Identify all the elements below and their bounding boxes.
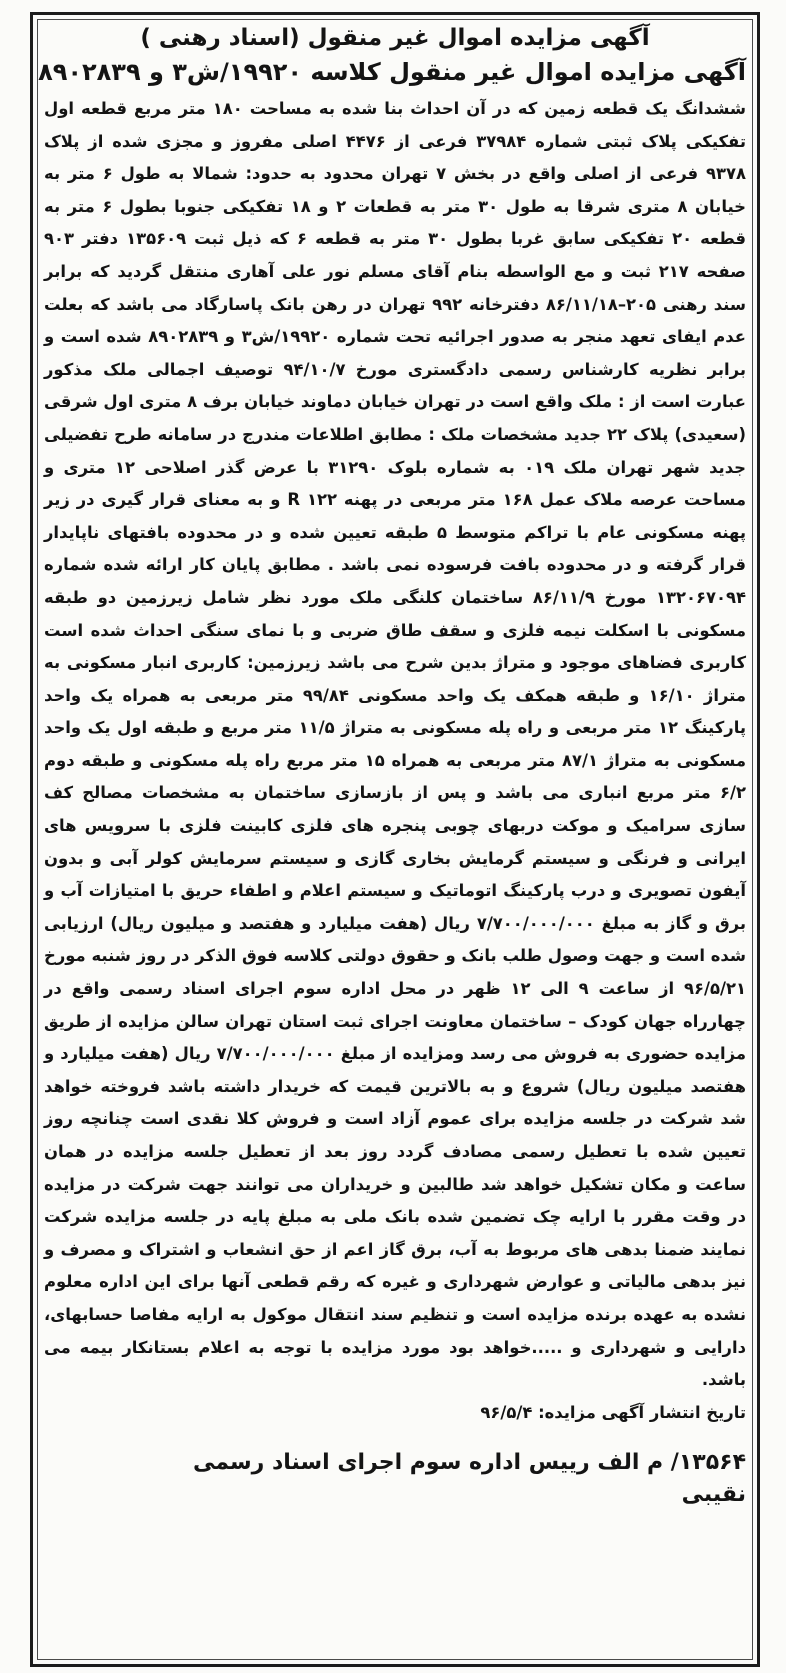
notice-body: ششدانگ یک قطعه زمین که در آن احداث بنا شده به مساحت ۱۸۰ متر مربع قطعه اول تفکیکی پلاک ثبتی شماره ۳۷۹۸۴ فرعی از ۴۴۷۶ اصلی مفروز و مجزی شده از پلاک ۹۳۷۸ فرعی از اصلی واقع در بخش ۷ تهران محدود به حدود: شمالا به طول ۶ متر به خیابان ۸ متری شرقا به طول ۳۰ متر به قطعات ۲ و ۱۸ تفکیکی جنوبا بطول ۶ متر به قطعه ۲۰ تفکیکی سابق غربا بطول ۳۰ متر به قطعه ۶ که ذیل ثبت ۱۳۵۶۰۹ دفتر ۹۰۳ صفحه ۲۱۷ ثبت و مع الواسطه بنام آقای مسلم نور علی آهاری منتقل گردید که برابر سند رهنی ۲۰۵–۸۶/۱۱/۱۸ دفترخانه ۹۹۲ تهران در رهن بانک پاسارگاد می باشد که بعلت عدم ایفای تعهد منجر به صدور اجرائیه تحت شماره ۱۹۹۲۰/ش۳ و ۸۹۰۲۸۳۹ شده است و برابر نظریه کارشناس رسمی دادگستری مورخ ۹۴/۱۰/۷ توصیف اجمالی ملک مذکور عبارت است از : ملک واقع است در تهران خیابان دماوند خیابان برف ۸ متری اول شرقی (سعیدی) پلاک ۲۲ جدید مشخصات ملک : مطابق اطلاعات مندرج در سامانه طرح تفضیلی جدید شهر تهران ملک ۰۱۹ به شماره بلوک ۳۱۲۹۰ با عرض گذر اصلاحی ۱۲ متری و مساحت عرصه ملاک عمل ۱۶۸ متر مربعی در پهنه R ۱۲۲ و به معنای قرار گیری در زیر پهنه مسکونی عام با تراکم متوسط ۵ طبقه تعیین شده و در محدوده بافتهای ناپایدار قرار گرفته و در محدوده بافت فرسوده نمی باشد . مطابق پایان کار ارائه شده شماره ۱۳۲۰۶۷۰۹۴ مورخ ۸۶/۱۱/۹ ساختمان کلنگی ملک مورد نظر شامل زیرزمین دو طبقه مسکونی با اسکلت نیمه فلزی و سقف طاق ضربی و با نمای سنگی احداث شده است کاربری فضاهای موجود و متراژ بدین شرح می باشد زیرزمین: کاربری انبار مسکونی به متراژ ۱۶/۱۰ و طبقه همکف یک واحد مسکونی ۹۹/۸۴ متر مربعی به همراه یک واحد پارکینگ ۱۲ متر مربعی و راه پله مسکونی به متراژ ۱۱/۵ متر مربع و طبقه اول یک واحد مسکونی به متراژ ۸۷/۱ متر مربعی به همراه ۱۵ متر مربع راه پله مسکونی و طبقه دوم ۶/۲ متر مربع انباری می باشد و پس از بازسازی ساختمان به مشخصات مصالح کف سازی سرامیک و موکت دربهای چوبی پنجره های فلزی کابینت فلزی با سرویس های ایرانی و فرنگی و سیستم گرمایش بخاری گازی و سیستم سرمایش کولر آبی و بدون آیفون تصویری و درب پارکینگ اتوماتیک و سیستم اعلام و اطفاء حریق با امتیازات آب و برق و گاز به مبلغ ۷/۷۰۰/۰۰۰/۰۰۰ ریال (هفت میلیارد و هفتصد و میلیون ریال) ارزیابی شده است و جهت وصول طلب بانک و حقوق دولتی کلاسه فوق الذکر در روز شنبه مورخ ۹۶/۵/۲۱ از ساعت ۹ الی ۱۲ ظهر در محل اداره سوم اجرای اسناد رسمی واقع در چهارراه جهان کودک – ساختمان معاونت اجرای ثبت استان تهران سالن مزایده از طریق مزایده حضوری به فروش می رسد ومزایده از مبلغ ۷/۷۰۰/۰۰۰/۰۰۰ ریال (هفت میلیارد و هفتصد میلیون ریال) شروع و به بالاترین قیمت که خریدار داشته باشد فروخته خواهد شد شرکت در جلسه مزایده برای عموم آزاد است و فروش کلا نقدی است چنانچه روز تعیین شده با تعطیل رسمی مصادف گردد روز بعد از تعطیل جلسه مزایده در همان ساعت و مکان تشکیل خواهد شد طالبین و خریداران می توانند جهت شرکت در مزایده در وقت مقرر با ارایه چک تضمین شده بانک ملی به مبلغ پایه در جلسه مزایده شرکت نمایند ضمنا بدهی های مربوط به آب، برق گاز اعم از حق انشعاب و اشتراک و مصرف و نیز بدهی مالیاتی و عوارض شهرداری و غیره که رقم قطعی آنها برای این اداره معلوم نشده به عهده برنده مزایده است و تنظیم سند انتقال موکول به ارایه مفاصا حسابهای، دارایی و شهرداری و .....خواهد بود مورد مزایده با توجه به اعلام بستانکار بیمه می باشد. (44, 99, 747, 1390)
signature-line: ۱۳۵۶۴/ م الف رییس اداره سوم اجرای اسناد رسمی (193, 1449, 746, 1475)
notice-subtitle: آگهی مزایده اموال غیر منقول کلاسه ۱۹۹۲۰/ش۳ و ۸۹۰۲۸۳۹ (38, 58, 746, 86)
signatory-name: نقیبی (681, 1481, 746, 1507)
notice-content (38, 22, 747, 1511)
publish-date: تاریخ انتشار آگهی مزایده: ۹۶/۵/۴ (480, 1402, 746, 1422)
notice-title: آگهی مزایده اموال غیر منقول (اسناد رهنی ) (140, 25, 650, 51)
